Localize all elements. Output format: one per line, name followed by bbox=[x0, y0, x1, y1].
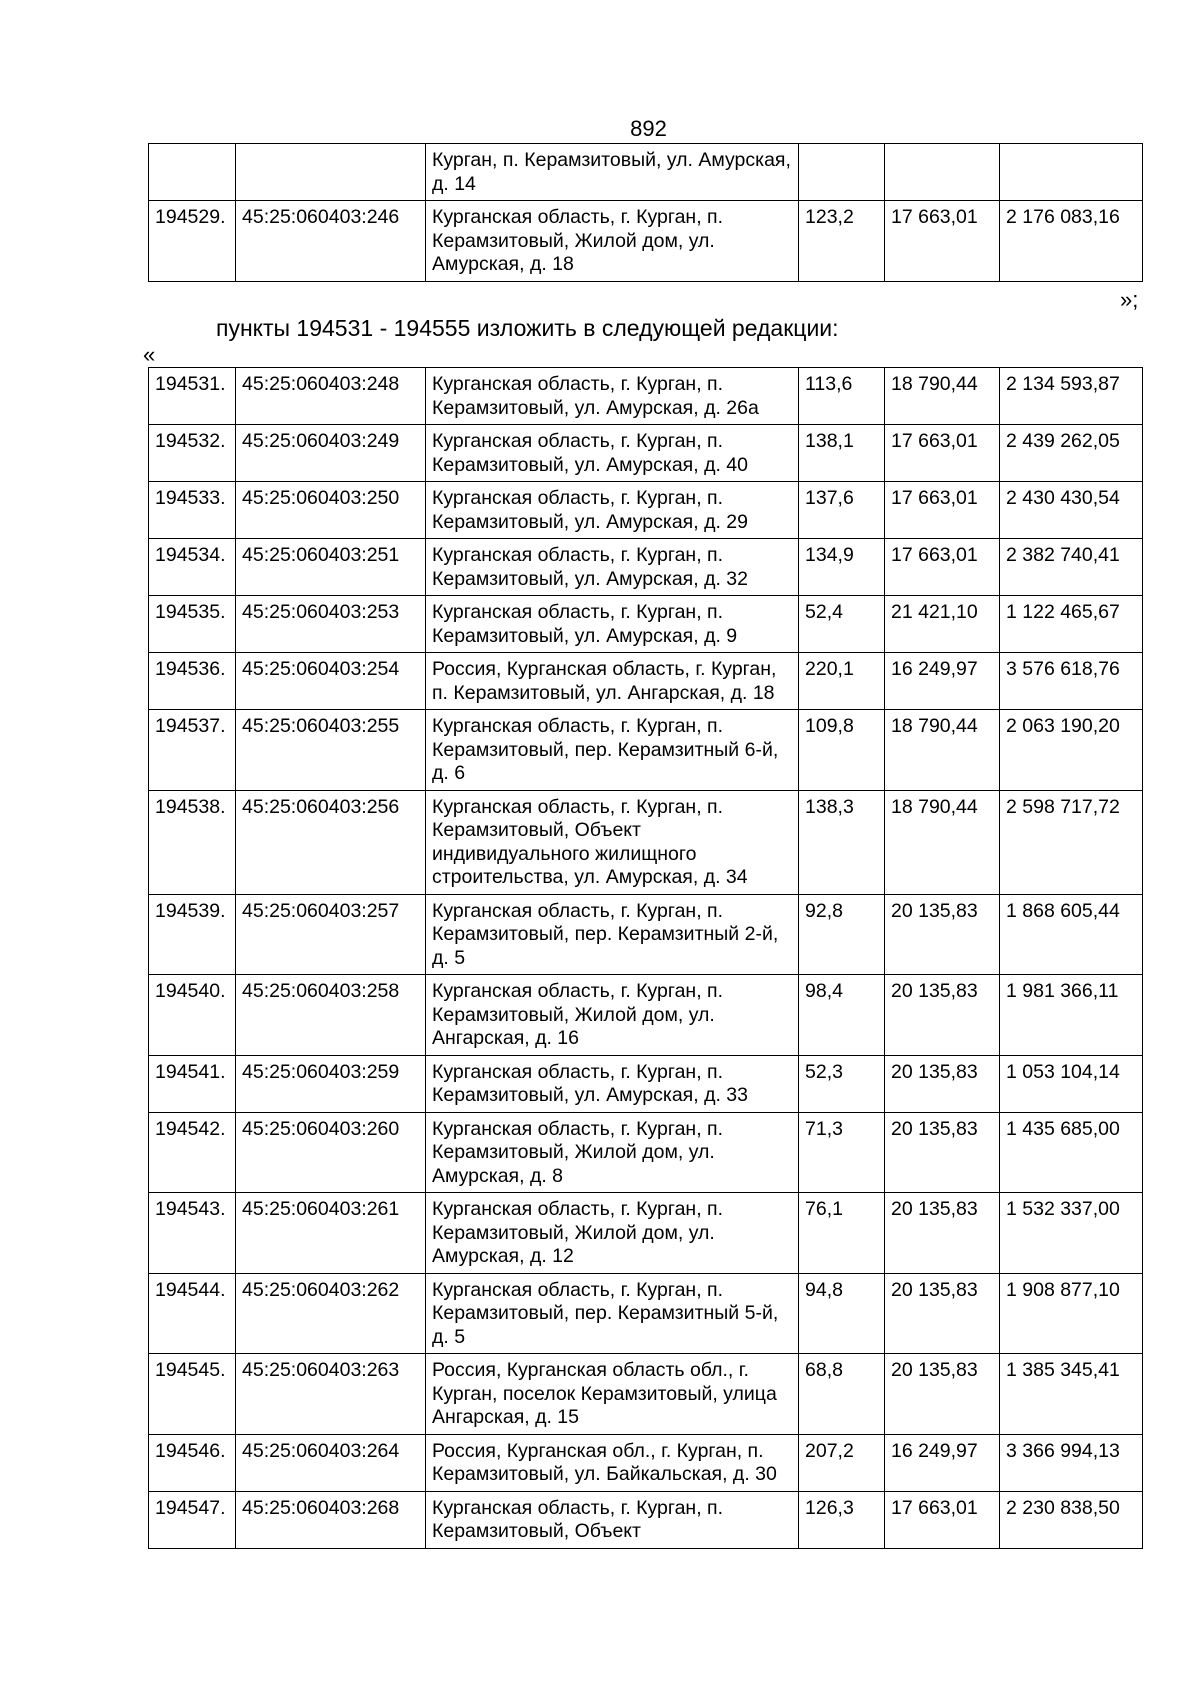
amendment-instruction: пункты 194531 - 194555 изложить в следующей редакции: bbox=[216, 315, 839, 341]
area-cell: 109,8 bbox=[799, 710, 885, 791]
item-number-cell: 194546. bbox=[149, 1434, 236, 1491]
property-table-body bbox=[149, 368, 1143, 1549]
cadastral-value-cell: 1 908 877,10 bbox=[1000, 1273, 1143, 1354]
cadastral-number-cell: 45:25:060403:264 bbox=[236, 1434, 426, 1491]
specific-value-cell: 20 135,83 bbox=[885, 1055, 1000, 1112]
page-number: 892 bbox=[630, 116, 667, 141]
address-cell: Россия, Курганская обл., г. Курган, п. Керамзитовый, ул. Байкальская, д. 30 bbox=[426, 1434, 799, 1491]
area-cell: 52,4 bbox=[799, 596, 885, 653]
address-cell: Курганская область, г. Курган, п. Керамзитовый, Жилой дом, ул. Ангарская, д. 16 bbox=[426, 975, 799, 1056]
area-cell: 113,6 bbox=[799, 368, 885, 425]
address-cell: Курганская область, г. Курган, п. Керамзитовый, ул. Амурская, д. 9 bbox=[426, 596, 799, 653]
area-cell: 98,4 bbox=[799, 975, 885, 1056]
cadastral-value-cell: 1 532 337,00 bbox=[1000, 1193, 1143, 1274]
specific-value-cell: 17 663,01 bbox=[885, 539, 1000, 596]
specific-value-cell: 16 249,97 bbox=[885, 653, 1000, 710]
cadastral-number-cell bbox=[236, 144, 426, 201]
address-cell: Курганская область, г. Курган, п. Керамзитовый, Жилой дом, ул. Амурская, д. 12 bbox=[426, 1193, 799, 1274]
specific-value-cell: 17 663,01 bbox=[885, 482, 1000, 539]
table-row bbox=[149, 1273, 1143, 1354]
item-number-cell: 194532. bbox=[149, 425, 236, 482]
address-cell: Россия, Курганская область, г. Курган, п. Керамзитовый, ул. Ангарская, д. 18 bbox=[426, 653, 799, 710]
address-cell: Курганская область, г. Курган, п. Керамзитовый, ул. Амурская, д. 33 bbox=[426, 1055, 799, 1112]
cadastral-value-cell: 2 382 740,41 bbox=[1000, 539, 1143, 596]
table-row bbox=[149, 790, 1143, 894]
specific-value-cell: 18 790,44 bbox=[885, 710, 1000, 791]
cadastral-value-cell: 2 598 717,72 bbox=[1000, 790, 1143, 894]
item-number-cell: 194538. bbox=[149, 790, 236, 894]
cadastral-number-cell: 45:25:060403:248 bbox=[236, 368, 426, 425]
table-row bbox=[149, 1354, 1143, 1435]
item-number-cell: 194547. bbox=[149, 1491, 236, 1548]
area-cell: 138,1 bbox=[799, 425, 885, 482]
address-cell: Курган, п. Керамзитовый, ул. Амурская, д. 14 bbox=[426, 144, 799, 201]
continuation-table-body bbox=[149, 144, 1143, 282]
cadastral-value-cell: 3 576 618,76 bbox=[1000, 653, 1143, 710]
cadastral-value-cell: 2 176 083,16 bbox=[1000, 201, 1143, 282]
address-cell: Курганская область, г. Курган, п. Керамзитовый, ул. Амурская, д. 26а bbox=[426, 368, 799, 425]
cadastral-value-cell bbox=[1000, 144, 1143, 201]
table-row bbox=[149, 539, 1143, 596]
cadastral-value-cell: 1 122 465,67 bbox=[1000, 596, 1143, 653]
item-number-cell: 194545. bbox=[149, 1354, 236, 1435]
item-number-cell: 194540. bbox=[149, 975, 236, 1056]
specific-value-cell: 18 790,44 bbox=[885, 790, 1000, 894]
address-cell: Курганская область, г. Курган, п. Керамзитовый, пер. Керамзитный 6-й, д. 6 bbox=[426, 710, 799, 791]
area-cell bbox=[799, 144, 885, 201]
item-number-cell: 194543. bbox=[149, 1193, 236, 1274]
address-cell: Курганская область, г. Курган, п. Керамзитовый, Жилой дом, ул. Амурская, д. 18 bbox=[426, 201, 799, 282]
cadastral-number-cell: 45:25:060403:253 bbox=[236, 596, 426, 653]
table-row bbox=[149, 894, 1143, 975]
area-cell: 92,8 bbox=[799, 894, 885, 975]
item-number-cell: 194539. bbox=[149, 894, 236, 975]
area-cell: 71,3 bbox=[799, 1112, 885, 1193]
area-cell: 220,1 bbox=[799, 653, 885, 710]
area-cell: 68,8 bbox=[799, 1354, 885, 1435]
table-row bbox=[149, 596, 1143, 653]
cadastral-value-cell: 2 439 262,05 bbox=[1000, 425, 1143, 482]
area-cell: 134,9 bbox=[799, 539, 885, 596]
specific-value-cell: 20 135,83 bbox=[885, 1354, 1000, 1435]
cadastral-value-cell: 1 868 605,44 bbox=[1000, 894, 1143, 975]
address-cell: Курганская область, г. Курган, п. Керамзитовый, пер. Керамзитный 2-й, д. 5 bbox=[426, 894, 799, 975]
property-table bbox=[148, 367, 1143, 1549]
specific-value-cell: 17 663,01 bbox=[885, 425, 1000, 482]
item-number-cell: 194537. bbox=[149, 710, 236, 791]
table-row bbox=[149, 710, 1143, 791]
table-row bbox=[149, 1193, 1143, 1274]
cadastral-number-cell: 45:25:060403:254 bbox=[236, 653, 426, 710]
item-number-cell: 194534. bbox=[149, 539, 236, 596]
item-number-cell: 194535. bbox=[149, 596, 236, 653]
address-cell: Курганская область, г. Курган, п. Керамзитовый, Объект bbox=[426, 1491, 799, 1548]
table-row bbox=[149, 368, 1143, 425]
cadastral-number-cell: 45:25:060403:258 bbox=[236, 975, 426, 1056]
area-cell: 123,2 bbox=[799, 201, 885, 282]
item-number-cell: 194542. bbox=[149, 1112, 236, 1193]
table-row bbox=[149, 1112, 1143, 1193]
specific-value-cell: 18 790,44 bbox=[885, 368, 1000, 425]
cadastral-number-cell: 45:25:060403:257 bbox=[236, 894, 426, 975]
cadastral-number-cell: 45:25:060403:249 bbox=[236, 425, 426, 482]
closing-quote: »; bbox=[1120, 287, 1139, 312]
area-cell: 138,3 bbox=[799, 790, 885, 894]
specific-value-cell: 20 135,83 bbox=[885, 1112, 1000, 1193]
specific-value-cell: 17 663,01 bbox=[885, 1491, 1000, 1548]
cadastral-value-cell: 2 063 190,20 bbox=[1000, 710, 1143, 791]
address-cell: Курганская область, г. Курган, п. Керамзитовый, Объект индивидуального жилищного строительства, ул. Амурская, д. 34 bbox=[426, 790, 799, 894]
table-row bbox=[149, 1491, 1143, 1548]
address-cell: Курганская область, г. Курган, п. Керамзитовый, Жилой дом, ул. Амурская, д. 8 bbox=[426, 1112, 799, 1193]
item-number-cell: 194544. bbox=[149, 1273, 236, 1354]
cadastral-value-cell: 2 134 593,87 bbox=[1000, 368, 1143, 425]
cadastral-number-cell: 45:25:060403:259 bbox=[236, 1055, 426, 1112]
item-number-cell: 194536. bbox=[149, 653, 236, 710]
area-cell: 207,2 bbox=[799, 1434, 885, 1491]
area-cell: 126,3 bbox=[799, 1491, 885, 1548]
table-row bbox=[149, 1434, 1143, 1491]
continuation-table bbox=[148, 143, 1143, 282]
item-number-cell: 194529. bbox=[149, 201, 236, 282]
item-number-cell: 194541. bbox=[149, 1055, 236, 1112]
cadastral-value-cell: 1 385 345,41 bbox=[1000, 1354, 1143, 1435]
table-row bbox=[149, 144, 1143, 201]
specific-value-cell: 20 135,83 bbox=[885, 894, 1000, 975]
specific-value-cell: 20 135,83 bbox=[885, 1273, 1000, 1354]
area-cell: 94,8 bbox=[799, 1273, 885, 1354]
cadastral-number-cell: 45:25:060403:251 bbox=[236, 539, 426, 596]
cadastral-number-cell: 45:25:060403:262 bbox=[236, 1273, 426, 1354]
table-row bbox=[149, 425, 1143, 482]
table-row bbox=[149, 482, 1143, 539]
table-row bbox=[149, 975, 1143, 1056]
cadastral-value-cell: 1 981 366,11 bbox=[1000, 975, 1143, 1056]
address-cell: Курганская область, г. Курган, п. Керамзитовый, ул. Амурская, д. 29 bbox=[426, 482, 799, 539]
address-cell: Россия, Курганская область обл., г. Курган, поселок Керамзитовый, улица Ангарская, д. 15 bbox=[426, 1354, 799, 1435]
cadastral-number-cell: 45:25:060403:263 bbox=[236, 1354, 426, 1435]
area-cell: 76,1 bbox=[799, 1193, 885, 1274]
cadastral-number-cell: 45:25:060403:246 bbox=[236, 201, 426, 282]
cadastral-value-cell: 2 230 838,50 bbox=[1000, 1491, 1143, 1548]
area-cell: 52,3 bbox=[799, 1055, 885, 1112]
specific-value-cell: 17 663,01 bbox=[885, 201, 1000, 282]
specific-value-cell: 20 135,83 bbox=[885, 1193, 1000, 1274]
address-cell: Курганская область, г. Курган, п. Керамзитовый, ул. Амурская, д. 32 bbox=[426, 539, 799, 596]
cadastral-value-cell: 3 366 994,13 bbox=[1000, 1434, 1143, 1491]
table-row bbox=[149, 201, 1143, 282]
opening-quote: « bbox=[143, 342, 156, 367]
specific-value-cell bbox=[885, 144, 1000, 201]
cadastral-number-cell: 45:25:060403:260 bbox=[236, 1112, 426, 1193]
address-cell: Курганская область, г. Курган, п. Керамзитовый, пер. Керамзитный 5-й, д. 5 bbox=[426, 1273, 799, 1354]
cadastral-number-cell: 45:25:060403:250 bbox=[236, 482, 426, 539]
specific-value-cell: 16 249,97 bbox=[885, 1434, 1000, 1491]
address-cell: Курганская область, г. Курган, п. Керамзитовый, ул. Амурская, д. 40 bbox=[426, 425, 799, 482]
cadastral-value-cell: 1 435 685,00 bbox=[1000, 1112, 1143, 1193]
cadastral-number-cell: 45:25:060403:261 bbox=[236, 1193, 426, 1274]
area-cell: 137,6 bbox=[799, 482, 885, 539]
cadastral-number-cell: 45:25:060403:255 bbox=[236, 710, 426, 791]
table-row bbox=[149, 1055, 1143, 1112]
cadastral-value-cell: 1 053 104,14 bbox=[1000, 1055, 1143, 1112]
cadastral-number-cell: 45:25:060403:268 bbox=[236, 1491, 426, 1548]
item-number-cell bbox=[149, 144, 236, 201]
item-number-cell: 194533. bbox=[149, 482, 236, 539]
table-row bbox=[149, 653, 1143, 710]
cadastral-value-cell: 2 430 430,54 bbox=[1000, 482, 1143, 539]
item-number-cell: 194531. bbox=[149, 368, 236, 425]
specific-value-cell: 21 421,10 bbox=[885, 596, 1000, 653]
cadastral-number-cell: 45:25:060403:256 bbox=[236, 790, 426, 894]
specific-value-cell: 20 135,83 bbox=[885, 975, 1000, 1056]
